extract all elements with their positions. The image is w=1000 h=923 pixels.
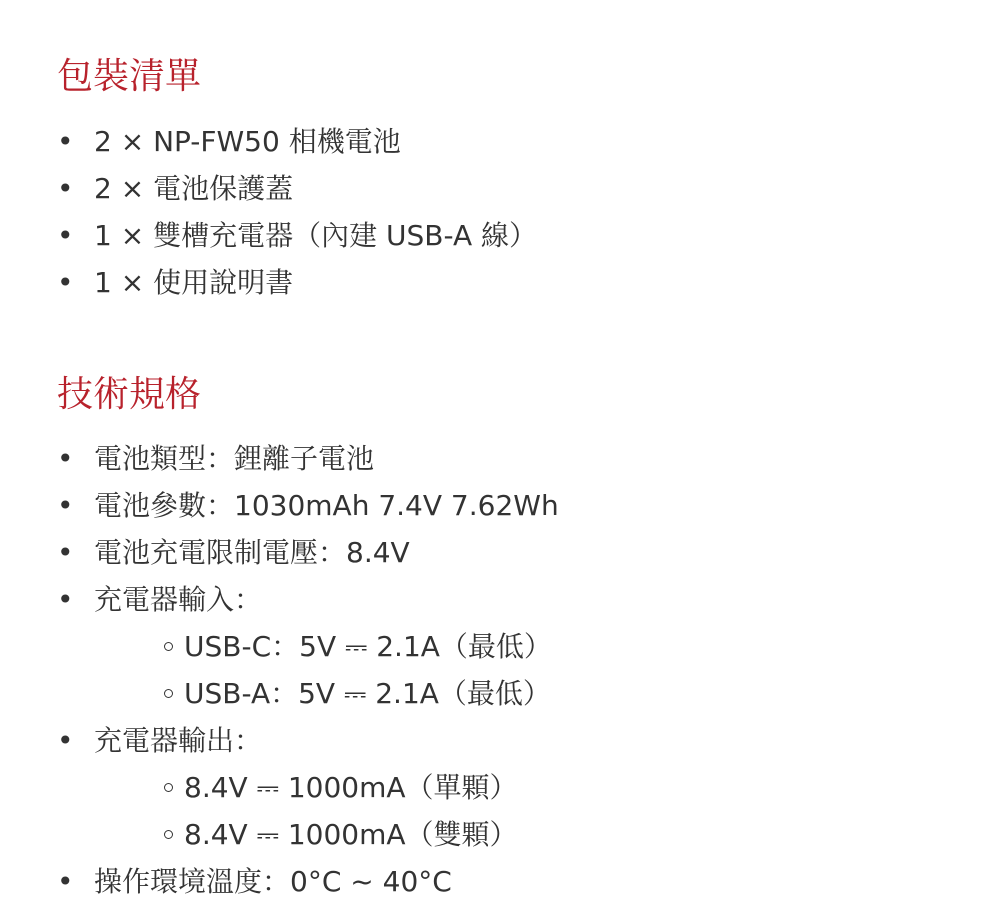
- spec-output-single: 8.4V ⎓ 1000mA（單顆）: [184, 771, 518, 804]
- spec-battery-params: 電池參數：1030mAh 7.4V 7.62Wh: [94, 489, 559, 522]
- circle-bullet-icon: [164, 642, 173, 651]
- bullet-icon: •: [57, 442, 74, 475]
- spec-input-usb-a: USB-A：5V ⎓ 2.1A（最低）: [184, 677, 551, 710]
- package-item-text: 1 × 雙槽充電器（內建 USB-A 線）: [94, 219, 537, 252]
- technical-specs-heading: 技術規格: [57, 374, 202, 415]
- spec-charge-limit-voltage: 電池充電限制電壓：8.4V: [94, 536, 410, 569]
- bullet-icon: •: [57, 219, 74, 252]
- package-item-text: 2 × NP-FW50 相機電池: [94, 125, 401, 158]
- bullet-icon: •: [57, 125, 74, 158]
- bullet-icon: •: [57, 536, 74, 569]
- bullet-icon: •: [57, 172, 74, 205]
- bullet-icon: •: [57, 724, 74, 757]
- circle-bullet-icon: [164, 830, 173, 839]
- package-item-text: 1 × 使用說明書: [94, 266, 294, 299]
- spec-charger-input: 充電器輸入：: [94, 583, 263, 616]
- bullet-icon: •: [57, 583, 74, 616]
- package-contents-heading: 包裝清單: [57, 56, 202, 97]
- bullet-icon: •: [57, 865, 74, 898]
- circle-bullet-icon: [164, 783, 173, 792]
- package-item-text: 2 × 電池保護蓋: [94, 172, 294, 205]
- spec-output-dual: 8.4V ⎓ 1000mA（雙顆）: [184, 818, 518, 851]
- spec-battery-type: 電池類型：鋰離子電池: [94, 442, 375, 475]
- spec-charger-output: 充電器輸出：: [94, 724, 263, 757]
- bullet-icon: •: [57, 266, 74, 299]
- circle-bullet-icon: [164, 689, 173, 698]
- spec-operating-temperature: 操作環境溫度：0°C ~ 40°C: [94, 865, 452, 898]
- spec-input-usb-c: USB-C：5V ⎓ 2.1A（最低）: [184, 630, 552, 663]
- bullet-icon: •: [57, 489, 74, 522]
